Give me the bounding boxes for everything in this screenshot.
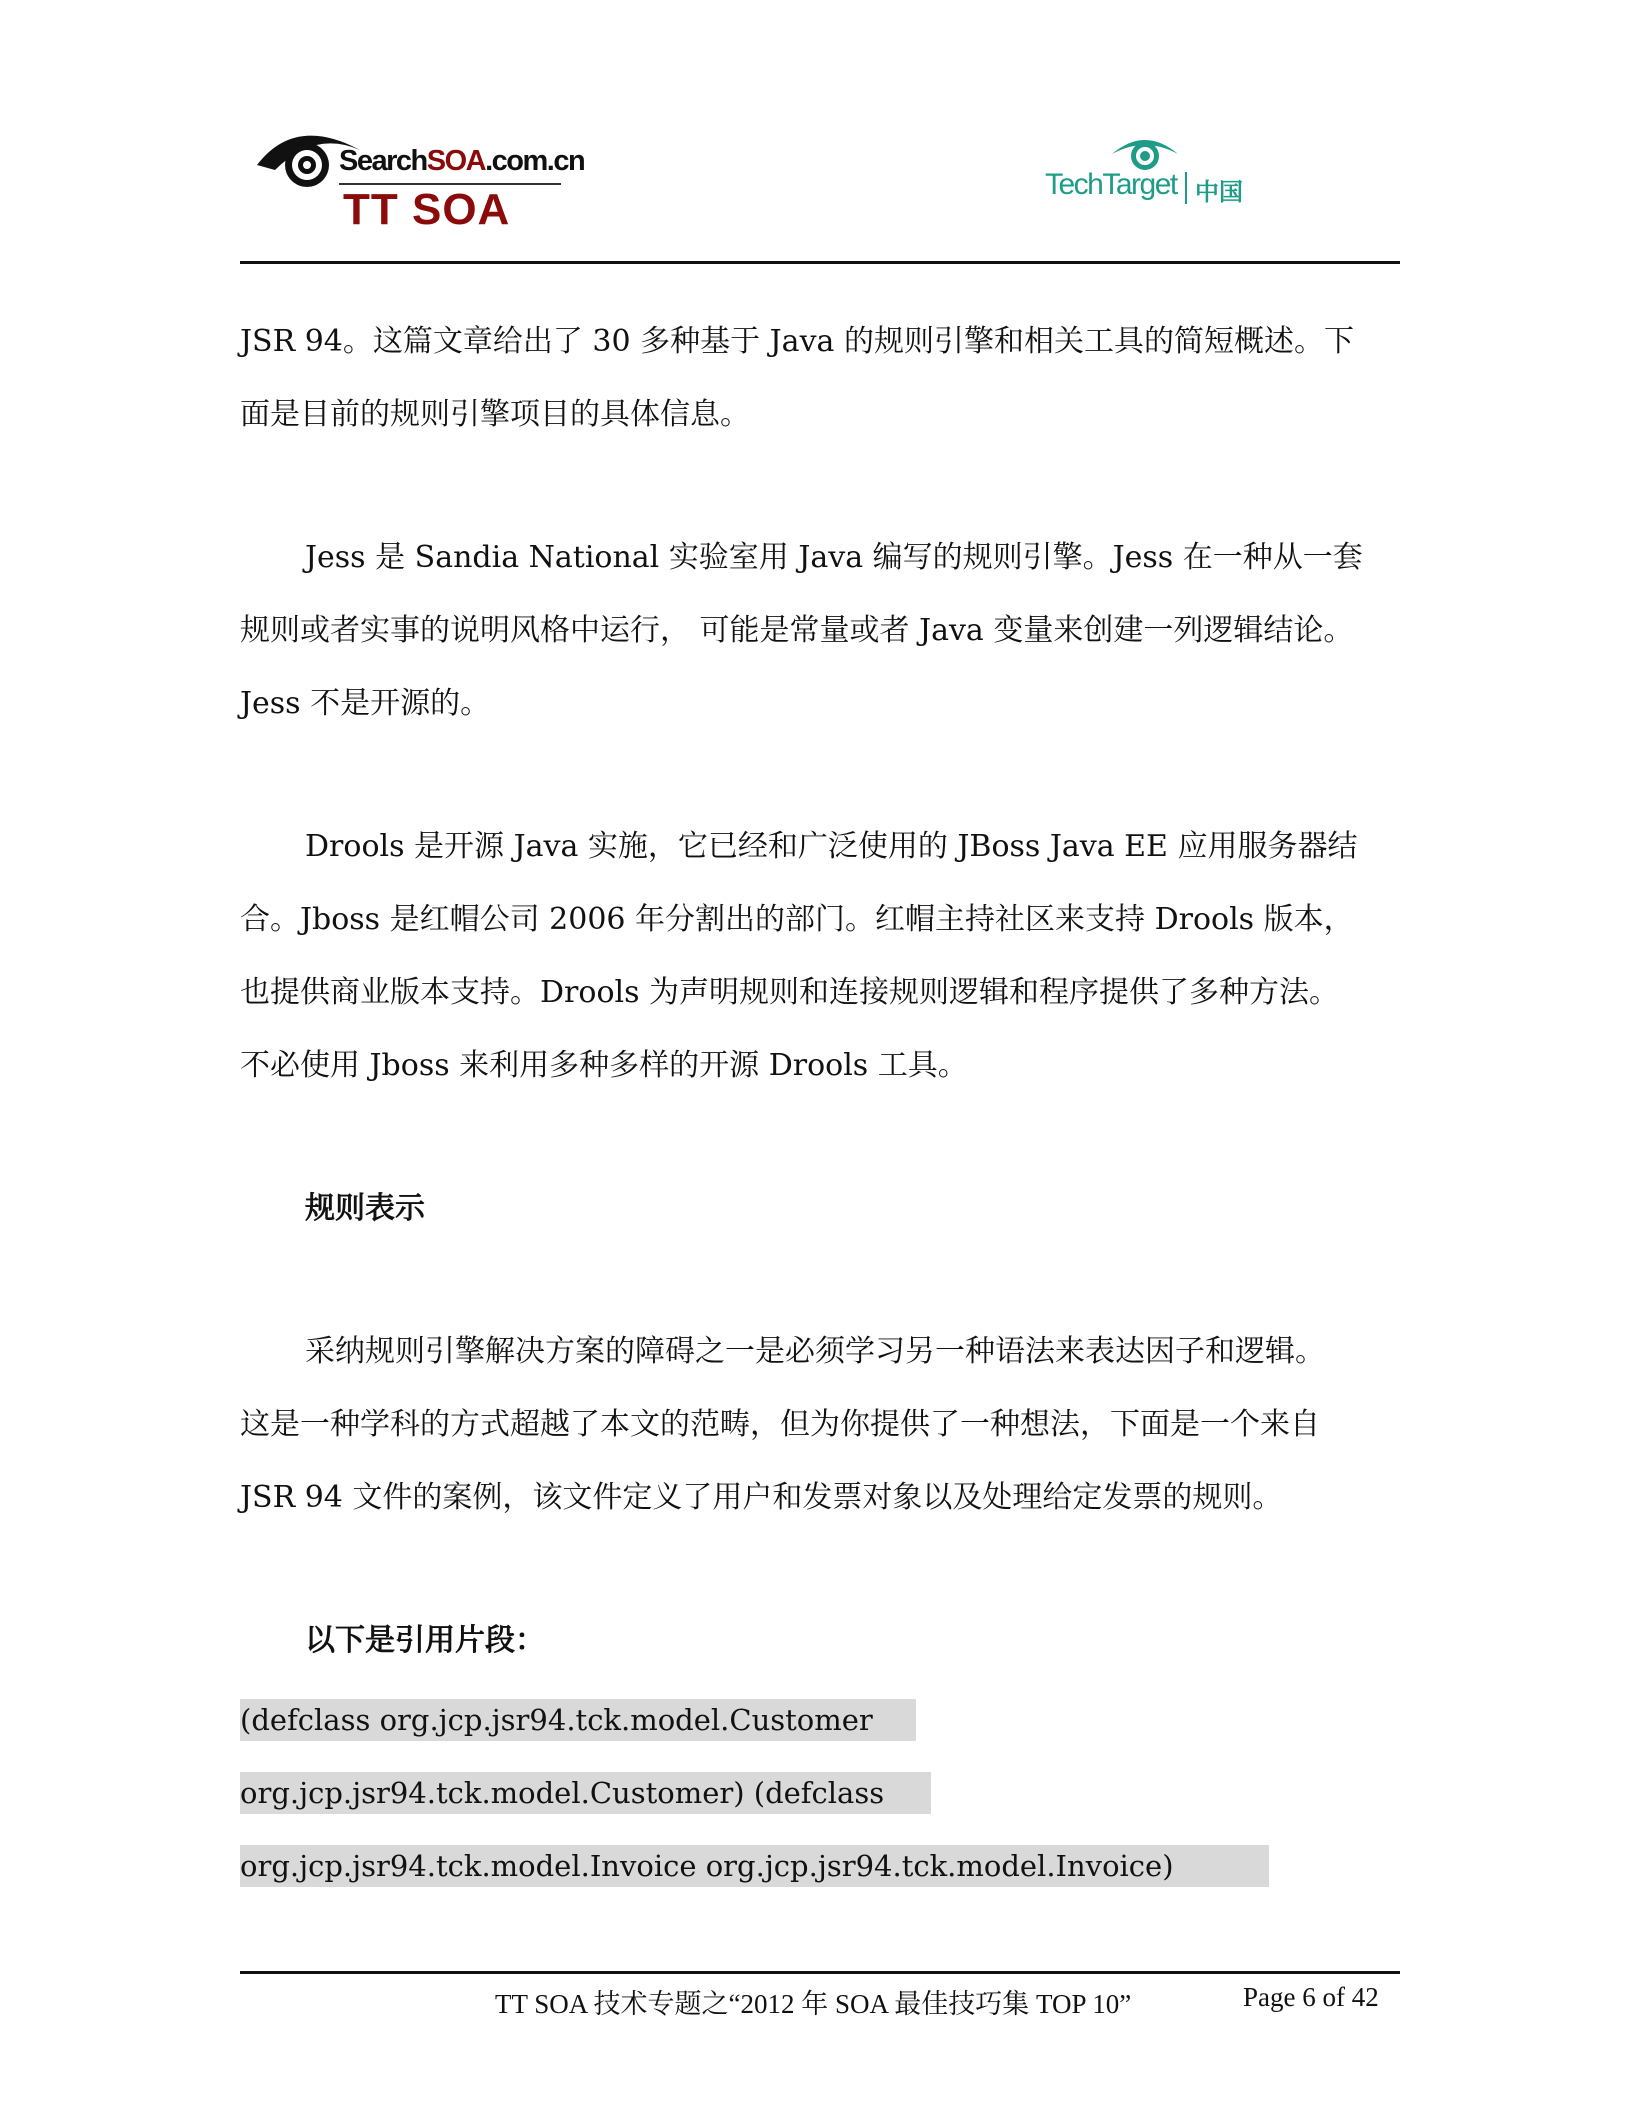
paragraph-line: 这是一种学科的方式超越了本文的范畴，但为你提供了一种想法，下面是一个来自	[240, 1407, 1320, 1442]
code-line: org.jcp.jsr94.tck.model.Invoice org.jcp.jsr94.tck.model.Invoice)	[240, 1845, 1269, 1887]
logo-site: Search	[339, 145, 427, 177]
paragraph-line: Drools 是开源 Java 实施，它已经和广泛使用的 JBoss Java EE 应用服务器结	[305, 829, 1358, 864]
paragraph-line: 也提供商业版本支持。Drools 为声明规则和连接规则逻辑和程序提供了多种方法。	[240, 975, 1340, 1010]
paragraph-line: 不必使用 Jboss 来利用多种多样的开源 Drools 工具。	[240, 1048, 968, 1083]
logo-site-suffix: .com.cn	[485, 145, 585, 177]
footer-title: TT SOA 技术专题之“2012 年 SOA 最佳技巧集 TOP 10”	[495, 1989, 1132, 2019]
paragraph-line: JSR 94。这篇文章给出了 30 多种基于 Java 的规则引擎和相关工具的简短概述。下	[240, 324, 1354, 359]
logo-separator	[1185, 172, 1187, 204]
logo-site-accent: SOA	[426, 145, 486, 177]
header-rule	[240, 261, 1400, 264]
paragraph-line: 面是目前的规则引擎项目的具体信息。	[240, 397, 750, 432]
logo-brand: TT SOA	[343, 185, 511, 234]
searchsoa-logo	[255, 125, 585, 235]
techtarget-brand: TechTarget	[1045, 168, 1177, 201]
code-line: org.jcp.jsr94.tck.model.Customer) (defclass	[240, 1772, 931, 1814]
quote-heading: 以下是引用片段：	[305, 1623, 545, 1658]
paragraph-line: JSR 94 文件的案例，该文件定义了用户和发票对象以及处理给定发票的规则。	[240, 1480, 1283, 1515]
techtarget-logo	[1045, 132, 1275, 212]
paragraph-line: Jess 不是开源的。	[240, 686, 491, 721]
techtarget-region: 中国	[1195, 178, 1243, 206]
footer-rule	[240, 1971, 1400, 1974]
paragraph-line: 采纳规则引擎解决方案的障碍之一是必须学习另一种语法来表达因子和逻辑。	[305, 1334, 1325, 1369]
page-number: Page 6 of 42	[1243, 1982, 1379, 2012]
paragraph-line: Jess 是 Sandia National 实验室用 Java 编写的规则引擎。Jess 在一种从一套	[305, 540, 1363, 575]
paragraph-line: 规则或者实事的说明风格中运行， 可能是常量或者 Java 变量来创建一列逻辑结论。	[240, 613, 1354, 648]
code-line: (defclass org.jcp.jsr94.tck.model.Customer	[240, 1699, 916, 1741]
section-heading: 规则表示	[305, 1191, 425, 1226]
paragraph-line: 合。Jboss 是红帽公司 2006 年分割出的部门。红帽主持社区来支持 Drools 版本，	[240, 902, 1354, 937]
